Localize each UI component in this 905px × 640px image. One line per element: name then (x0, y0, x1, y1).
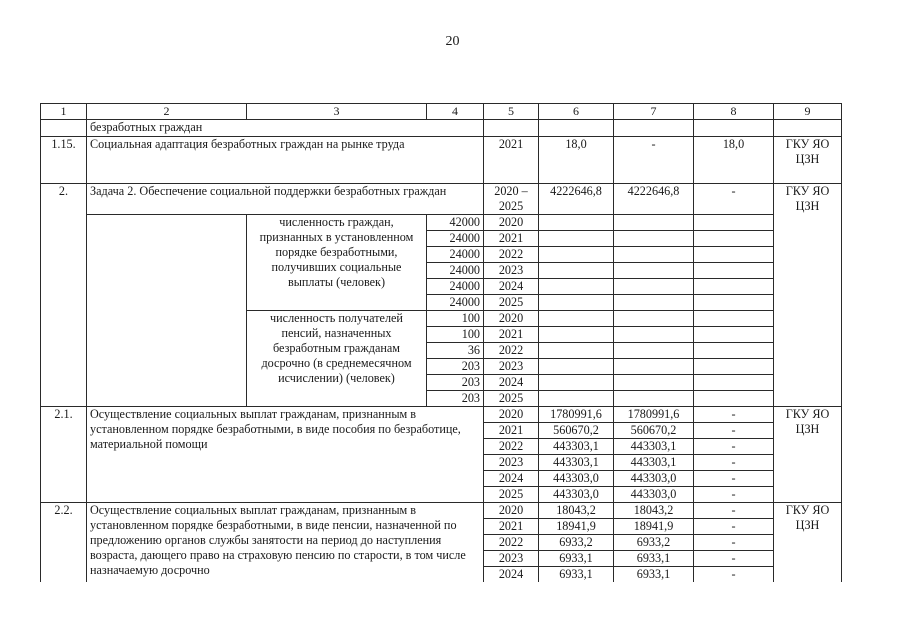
year-cell: 2021 (484, 519, 539, 535)
indicator-value: 203 (427, 375, 484, 391)
year-cell: 2025 (484, 295, 539, 311)
amount-cell: - (694, 184, 774, 215)
amount-cell: 18941,9 (614, 519, 694, 535)
year-cell: 2021 (484, 231, 539, 247)
amount-cell: - (694, 535, 774, 551)
amount-cell: 443303,0 (539, 471, 614, 487)
header-cell: 7 (614, 104, 694, 120)
executor-cell: ГКУ ЯО ЦЗН (774, 137, 842, 184)
amount-cell: 6933,2 (539, 535, 614, 551)
amount-cell: - (694, 423, 774, 439)
header-cell: 1 (41, 104, 87, 120)
indicator-value: 203 (427, 359, 484, 375)
executor-cell: ГКУ ЯО ЦЗН (774, 184, 842, 407)
year-cell: 2022 (484, 343, 539, 359)
year-cell: 2023 (484, 359, 539, 375)
amount-cell: 443303,1 (614, 439, 694, 455)
year-cell: 2024 (484, 279, 539, 295)
year-cell: 2024 (484, 375, 539, 391)
amount-cell: - (694, 487, 774, 503)
year-cell: 2021 (484, 423, 539, 439)
amount-cell: 18043,2 (614, 503, 694, 519)
amount-cell: - (694, 503, 774, 519)
amount-cell: - (694, 567, 774, 583)
amount-cell: 18941,9 (539, 519, 614, 535)
year-cell: 2025 (484, 391, 539, 407)
year-cell: 2022 (484, 247, 539, 263)
year-cell: 2023 (484, 455, 539, 471)
year-cell: 2020 (484, 407, 539, 423)
year-cell: 2020 – 2025 (484, 184, 539, 215)
amount-cell: 1780991,6 (539, 407, 614, 423)
indicator-value: 24000 (427, 231, 484, 247)
indicator-value: 24000 (427, 279, 484, 295)
header-cell: 4 (427, 104, 484, 120)
table-row (41, 120, 842, 137)
year-cell: 2020 (484, 215, 539, 231)
table-row (41, 137, 842, 184)
header-cell: 3 (247, 104, 427, 120)
indicator-value: 42000 (427, 215, 484, 231)
amount-cell: 443303,0 (614, 471, 694, 487)
row-number: 2.2. (41, 503, 87, 583)
year-cell: 2025 (484, 487, 539, 503)
executor-cell: ГКУ ЯО ЦЗН (774, 503, 842, 583)
header-cell: 9 (774, 104, 842, 120)
amount-cell: - (694, 471, 774, 487)
year-cell: 2024 (484, 567, 539, 583)
amount-cell: 443303,1 (614, 455, 694, 471)
header-cell: 5 (484, 104, 539, 120)
amount-cell: - (694, 551, 774, 567)
continuation-text: безработных граждан (87, 120, 484, 137)
amount-cell: 6933,1 (614, 567, 694, 583)
year-cell: 2021 (484, 327, 539, 343)
header-cell: 2 (87, 104, 247, 120)
indicator-row (41, 215, 842, 231)
header-cell: 6 (539, 104, 614, 120)
amount-cell: 443303,1 (539, 455, 614, 471)
amount-cell: 1780991,6 (614, 407, 694, 423)
year-cell: 2023 (484, 551, 539, 567)
year-cell: 2020 (484, 311, 539, 327)
header-cell: 8 (694, 104, 774, 120)
indicator-name: численность получателей пенсий, назначенных безработным гражданам досрочно (в среднемесячном исчислении) (человек) (247, 311, 427, 407)
year-cell: 2021 (484, 137, 539, 184)
indicator-value: 24000 (427, 295, 484, 311)
amount-cell: - (694, 439, 774, 455)
amount-cell: 6933,1 (614, 551, 694, 567)
amount-cell: 443303,0 (614, 487, 694, 503)
amount-cell: - (694, 455, 774, 471)
year-cell: 2024 (484, 471, 539, 487)
amount-cell: - (694, 407, 774, 423)
amount-cell: - (614, 137, 694, 184)
activity-text: Социальная адаптация безработных граждан на рынке труда (87, 137, 484, 184)
indicator-value: 203 (427, 391, 484, 407)
indicator-value: 100 (427, 327, 484, 343)
year-cell: 2020 (484, 503, 539, 519)
indicator-value: 36 (427, 343, 484, 359)
amount-cell: 6933,1 (539, 551, 614, 567)
header-row (41, 104, 842, 120)
amount-cell: 560670,2 (614, 423, 694, 439)
amount-cell: 4222646,8 (539, 184, 614, 215)
year-cell: 2022 (484, 535, 539, 551)
indicator-value: 100 (427, 311, 484, 327)
amount-cell: 443303,0 (539, 487, 614, 503)
amount-cell: - (694, 519, 774, 535)
amount-cell: 443303,1 (539, 439, 614, 455)
task-text: Задача 2. Обеспечение социальной поддержки безработных граждан (87, 184, 484, 215)
row-number: 2.1. (41, 407, 87, 503)
indicator-value: 24000 (427, 247, 484, 263)
activity-text: Осуществление социальных выплат гражданам, признанным в установленном порядке безработными, в виде пособия по безработице, материальной помощи (87, 407, 484, 503)
amount-cell: 4222646,8 (614, 184, 694, 215)
year-cell: 2023 (484, 263, 539, 279)
table-row (41, 503, 842, 519)
table-row (41, 407, 842, 423)
amount-cell: 560670,2 (539, 423, 614, 439)
indicator-value: 24000 (427, 263, 484, 279)
amount-cell: 18,0 (694, 137, 774, 184)
row-number: 2. (41, 184, 87, 407)
executor-cell: ГКУ ЯО ЦЗН (774, 407, 842, 503)
table-row (41, 184, 842, 215)
page-number: 20 (445, 34, 460, 49)
amount-cell: 6933,2 (614, 535, 694, 551)
indicator-name: численность граждан, признанных в установленном порядке безработными, получивших социальные выплаты (человек) (247, 215, 427, 311)
amount-cell: 6933,1 (539, 567, 614, 583)
activity-text: Осуществление социальных выплат гражданам, признанным в установленном порядке безработными, в виде пенсии, назначенной по предложению органов службы занятости на период до наступления возраста, дающего право на страховую пенсию по старости, в том числе назначаемую досрочно (87, 503, 484, 583)
amount-cell: 18043,2 (539, 503, 614, 519)
program-table (40, 103, 842, 582)
year-cell: 2022 (484, 439, 539, 455)
amount-cell: 18,0 (539, 137, 614, 184)
row-number: 1.15. (41, 137, 87, 184)
